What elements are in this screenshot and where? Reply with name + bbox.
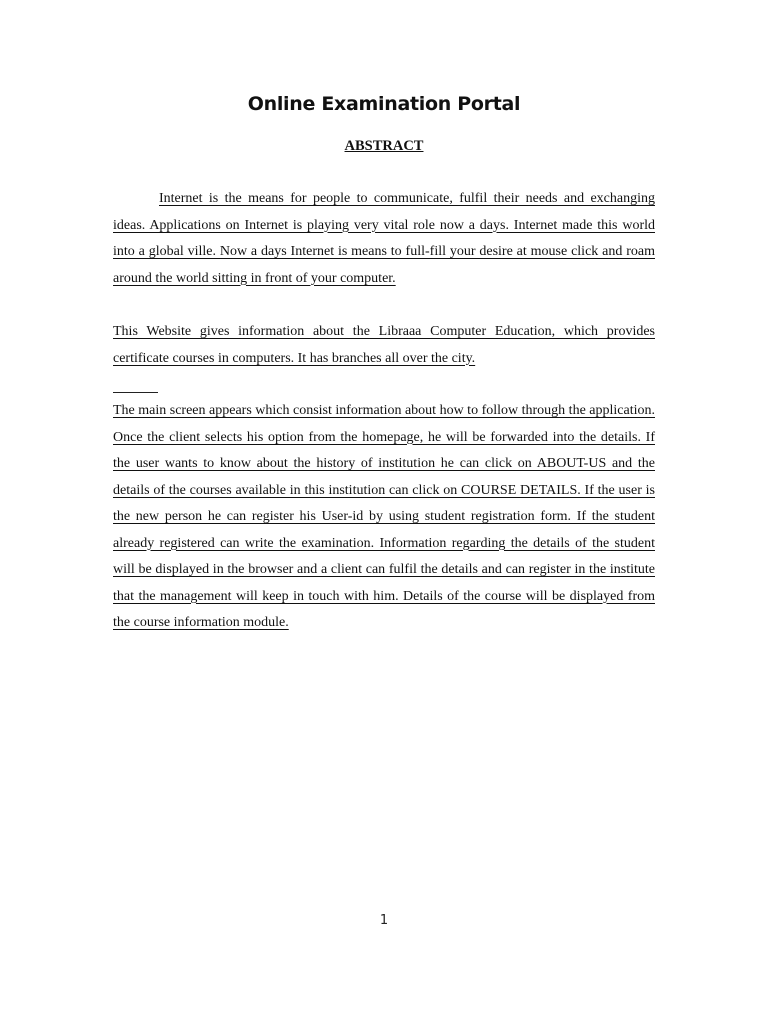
paragraph-internet-intro: Internet is the means for people to communicate, fulfil their needs and exchanging ideas. Applications on Internet is playing very vital role now a days. Internet made this world into a global ville. Now a days Internet is means to full-fill your desire at mouse click and roam around the world sitting in front of your computer. xyxy=(113,191,655,286)
separator-rule xyxy=(113,392,158,393)
paragraph-main-screen: The main screen appears which consist information about how to follow through the application. Once the client selects his option from the homepage, he will be forwarded into the details. If the user wants to know about the history of institution he can click on ABOUT-US and the details of the courses available in this institution can click on COURSE DETAILS. If the user is the new person he can register his User-id by using student registration form. If the student already registered can write the examination. Information regarding the details of the student will be displayed in the browser and a client can fulfil the details and can register in the institute that the management will keep in touch with him. Details of the course will be displayed from the course information module. xyxy=(113,403,655,630)
abstract-heading: ABSTRACT xyxy=(344,138,424,154)
document-title: Online Examination Portal xyxy=(247,93,521,115)
paragraph-website-info: This Website gives information about the Libraaa Computer Education, which provides certificate courses in computers. It has branches all over the city. xyxy=(113,324,655,366)
page-number: 1 xyxy=(379,913,389,928)
